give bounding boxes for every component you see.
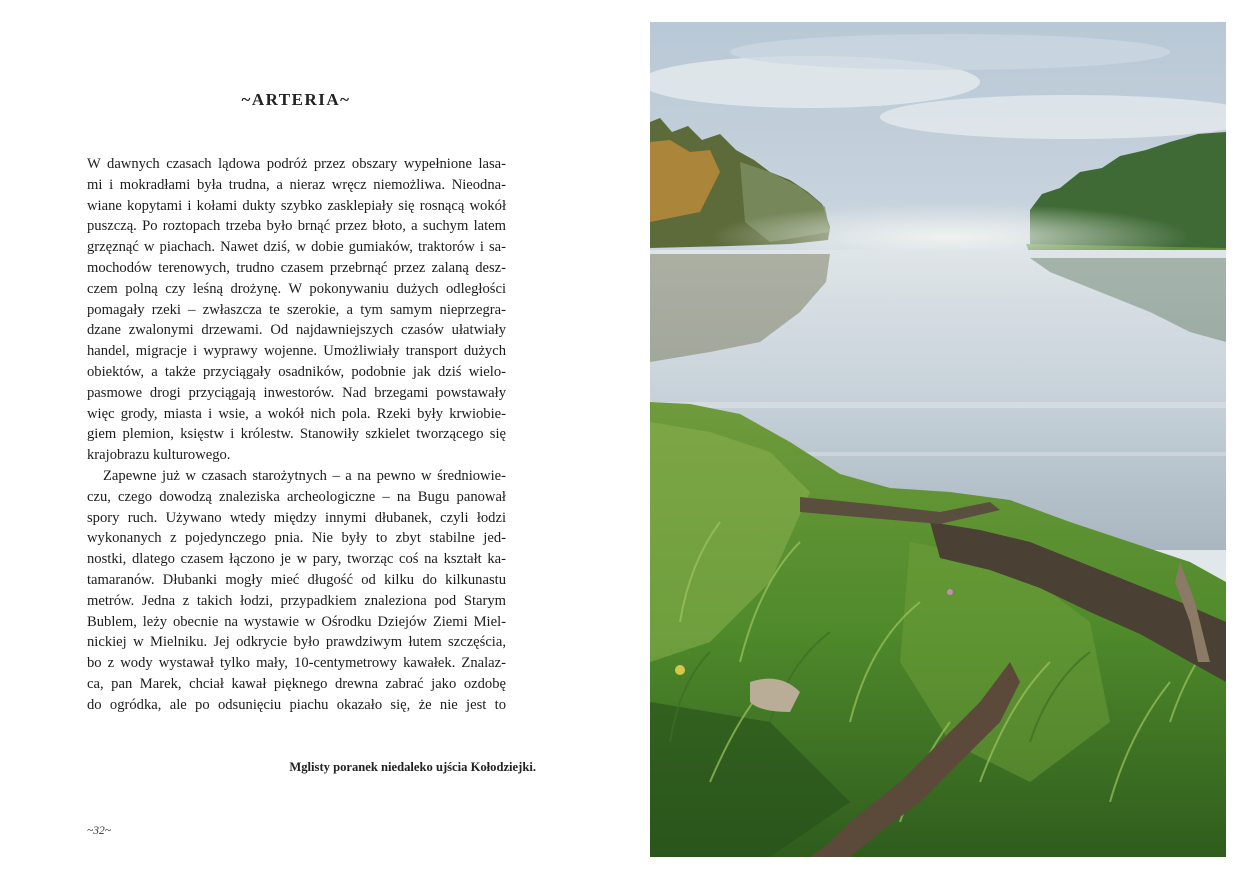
river-photo — [650, 22, 1226, 857]
text-line: W dawnych czasach lądowa podróż przez obszary wypełnione lasa- — [87, 156, 506, 172]
paragraph-1 — [87, 154, 506, 466]
text-line: więc grody, miasta i wsie, a wokół nich pola. Rzeki były krwiobie- — [87, 405, 506, 422]
chapter-title: ~ARTERIA~ — [241, 90, 351, 109]
text-line: bo z wody wystawał tylko mały, 10-centymetrowy kawałek. Znalaz- — [87, 655, 506, 672]
text-line: nickiej w Mielniku. Jej odkrycie było prawdziwym łutem szczęścia, — [87, 634, 506, 651]
text-line: tamaranów. Dłubanki mogły mieć długość od kilku do kilkunastu — [87, 571, 506, 588]
text-line: spory ruch. Używano wtedy między innymi dłubanek, czyli łodzi — [87, 509, 506, 526]
text-line: grzęznąć w piachach. Nawet dziś, w dobie gumiaków, traktorów i sa- — [87, 239, 506, 256]
text-line: do ogródka, ale po odsunięciu piachu okazało się, że nie jest to — [87, 696, 506, 713]
photo-caption: Mglisty poranek niedaleko ujścia Kołodziejki. — [289, 760, 536, 774]
text-line: puszczą. Po roztopach trzeba było brnąć przez błoto, a suchym latem — [87, 218, 506, 235]
text-line: Bublem, leży obecnie na wystawie w Ośrodku Dziejów Ziemi Miel- — [87, 613, 506, 630]
text-line: mochodów terenowych, trudno czasem przebrnąć przez zalaną desz- — [87, 259, 506, 276]
text-line: handel, migracje i wyprawy wojenne. Umożliwiały transport dużych — [87, 343, 506, 360]
text-line: krajobrazu kulturowego. — [87, 447, 231, 464]
text-line: czem polną czy leśną drożynę. W pokonywaniu dużych odległości — [87, 280, 506, 297]
text-line: mi i mokradłami była trudna, a nieraz wręcz niemożliwa. Nieodna- — [87, 176, 506, 193]
text-line: wykonanych z pojedynczego pnia. Nie były to zbyt stabilne jed- — [87, 530, 506, 547]
paragraph-2 — [87, 466, 506, 716]
text-line: giem plemion, księstw i królestw. Stanowiły szkielet tworzącego się — [87, 426, 506, 443]
body-text — [87, 154, 506, 716]
text-line: Zapewne już w czasach starożytnych – a na pewno w średniowie- — [103, 467, 506, 484]
text-line: czu, czego dowodzą znaleziska archeologiczne – na Bugu panował — [87, 488, 506, 505]
text-line: pomagały rzeki – zwłaszcza te szerokie, a tym samym nieprzegra- — [87, 301, 506, 318]
text-line: metrów. Jedna z takich łodzi, przypadkiem znaleziona pod Starym — [87, 592, 506, 609]
text-line: ca, pan Marek, chciał kawał pięknego drewna zabrać jako ozdobę — [87, 675, 506, 692]
text-line: wiane kopytami i kołami dukty szybko zasklepiały się rosnącą wokół — [87, 197, 506, 214]
text-line: obiektów, a także przyciągały osadników, podobnie jak dziś wielo- — [87, 363, 506, 380]
text-line: pasmowe drogi przyciągają inwestorów. Nad brzegami powstawały — [87, 384, 506, 401]
page-number: ~32~ — [87, 825, 111, 837]
text-line: nostki, dlatego czasem łączono je w pary, tworząc coś na kształt ka- — [87, 551, 506, 568]
text-line: dzane zwalonymi drzewami. Od najdawniejszych czasów ułatwiały — [87, 322, 506, 339]
